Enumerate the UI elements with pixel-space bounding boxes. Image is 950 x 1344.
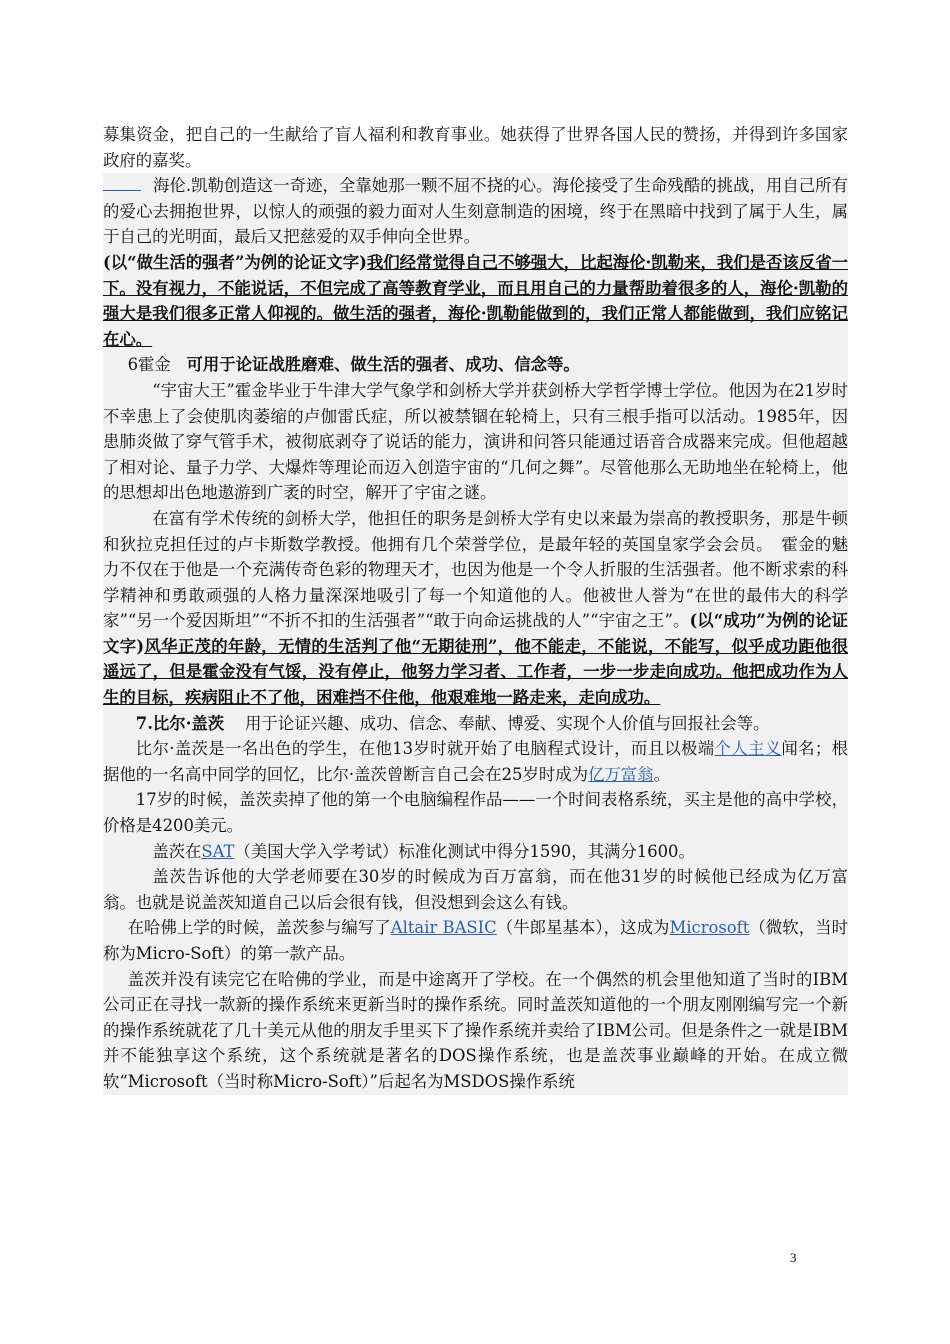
fill-blank xyxy=(103,176,141,191)
gates-number: 7.比尔·盖茨 xyxy=(135,713,225,733)
keller-argument-lead: (以“做生活的强者”为例的论证文字) xyxy=(103,252,367,272)
hawking-argument-text: 风华正茂的年龄，无情的生活判了他“无期徒刑”，他不能走，不能说，不能写，似乎成功距他很遥远了，但是霍金没有气馁，没有停止，他努力学习者、工作者，一步一步走向成功。他把成功作为人生的目标，疾病阻止不了他，困难挡不住他，他艰难地一路走来，走向成功。 xyxy=(103,636,848,708)
keller-argument-text: 我们经常觉得自己不够强大，比起海伦·凯勒来，我们是否该反省一下。没有视力，不能说话，不但完成了高等教育学业，而且用自己的力量帮助着很多的人，海伦·凯勒的强大是我们很多正常人仰视的。做生活的强者，海伦·凯勒能做到的，我们正常人都能做到，我们应铭记在心。 xyxy=(103,252,848,349)
link-microsoft[interactable]: Microsoft xyxy=(669,918,750,938)
gates-p5-text-c: （微软，当时称为Micro-Soft）的第一款产品。 xyxy=(103,918,849,963)
gates-paragraph-5 xyxy=(103,915,848,966)
link-altair-basic[interactable]: Altair BASIC xyxy=(390,918,497,938)
intro-paragraph: 募集资金，把自己的一生献给了盲人福利和教育事业。她获得了世界各国人民的赞扬，并得到许多国家政府的嘉奖。 xyxy=(103,125,848,170)
gates-p1-text-b: 闻名；根据他的一名高中同学的回忆，比尔·盖茨曾断言自己会在25岁时成为 xyxy=(103,739,848,784)
keller-paragraph xyxy=(103,173,848,250)
hawking-body-2: 在富有学术传统的剑桥大学，他担任的职务是剑桥大学有史以来最为崇高的教授职务，那是牛顿和狄拉克担任过的卢卡斯数学教授。他拥有几个荣誉学位，是最年轻的英国皇家学会会员。 霍金的魅力不仅在于他是一个充满传奇色彩的物理天才，也因为他是一个令人折服的生活强者。他不断求索的科学精神和勇敢顽强的人格力量深深地吸引了每一个知道他的人。他被世人誉为“在世的最伟大的科学家”“另一个爱因斯坦”“不折不扣的生活强者”“敢于向命运挑战的人”“宇宙之王”。 xyxy=(103,508,848,631)
keller-argument xyxy=(103,250,848,352)
hawking-paragraph-2 xyxy=(103,506,848,711)
link-individualism[interactable]: 个人主义 xyxy=(714,739,782,759)
gates-paragraph-3 xyxy=(103,839,848,865)
gates-paragraph-2: 17岁的时候，盖茨卖掉了他的第一个电脑编程作品——一个时间表格系统，买主是他的高中学校，价格是4200美元。 xyxy=(103,787,848,838)
gates-paragraph-6: 盖茨并没有读完它在哈佛的学业，而是中途离开了学校。在一个偶然的机会里他知道了当时的IBM公司正在寻找一款新的操作系统来更新当时的操作系统。同时盖茨知道他的一个朋友刚刚编写完一个新的操作系统就花了几十美元从他的朋友手里买下了操作系统并卖给了IBM公司。但是条件之一就是IBM并不能独享这个系统，这个系统就是著名的DOS操作系统，也是盖茨事业巅峰的开始。在成立微软“Microsoft（当时称Micro-Soft）”后起名为MSDOS操作系统 xyxy=(103,967,848,1095)
link-billionaire[interactable]: 亿万富翁 xyxy=(588,764,654,784)
gates-p1-text-c: 。 xyxy=(653,764,670,784)
gates-p3-text-b: （美国大学入学考试）标准化测试中得分1590，其满分1600。 xyxy=(234,841,695,861)
hawking-paragraph-1: “宇宙大王”霍金毕业于牛津大学气象学和剑桥大学并获剑桥大学哲学博士学位。他因为在21岁时不幸患上了会使肌肉萎缩的卢伽雷氏症，所以被禁锢在轮椅上，只有三根手指可以活动。1985年，因患肺炎做了穿气管手术，被彻底剥夺了说话的能力，演讲和问答只能通过语音合成器来完成。但他超越了相对论、量子力学、大爆炸等理论而迈入创造宇宙的“几何之舞”。尽管他那么无助地坐在轮椅上，他的思想却出色地遨游到广袤的时空，解开了宇宙之谜。 xyxy=(103,378,848,506)
document-body xyxy=(103,122,848,1095)
gates-p5-text-a: 在哈佛上学的时候，盖茨参与编写了 xyxy=(127,918,391,938)
page-number: 3 xyxy=(790,1250,797,1265)
gates-p1-text-a: 比尔·盖茨是一名出色的学生，在他13岁时就开始了电脑程式设计，而且以极端 xyxy=(135,739,715,759)
gates-p3-text-a: 盖茨在 xyxy=(152,841,202,861)
gates-heading xyxy=(103,711,848,737)
link-sat[interactable]: SAT xyxy=(201,841,235,861)
hawking-usage: 可用于论证战胜磨难、做生活的强者、成功、信念等。 xyxy=(186,355,580,375)
gates-paragraph-1 xyxy=(103,736,848,787)
hawking-argument-lead: (以“成功”为例的论证文字) xyxy=(103,611,848,656)
hawking-heading xyxy=(103,352,848,378)
gates-paragraph-4: 盖茨告诉他的大学老师要在30岁的时候成为百万富翁，而在他31岁的时候他已经成为亿万富翁。也就是说盖茨知道自己以后会很有钱，但没想到会这么有钱。 xyxy=(103,864,848,915)
gates-usage: 用于论证兴趣、成功、信念、奉献、博爱、实现个人价值与回报社会等。 xyxy=(245,713,770,733)
keller-body: 海伦.凯勒创造这一奇迹，全靠她那一颗不屈不挠的心。海伦接受了生命残酷的挑战，用自己所有的爱心去拥抱世界，以惊人的顽强的毅力面对人生刻意制造的困境，终于在黑暗中找到了属于人生，属于自己的光明面，最后又把慈爱的双手伸向全世界。 xyxy=(103,176,848,247)
hawking-number: 6霍金 xyxy=(127,355,171,375)
gates-p5-text-b: （牛郎星基本），这成为 xyxy=(496,918,670,938)
